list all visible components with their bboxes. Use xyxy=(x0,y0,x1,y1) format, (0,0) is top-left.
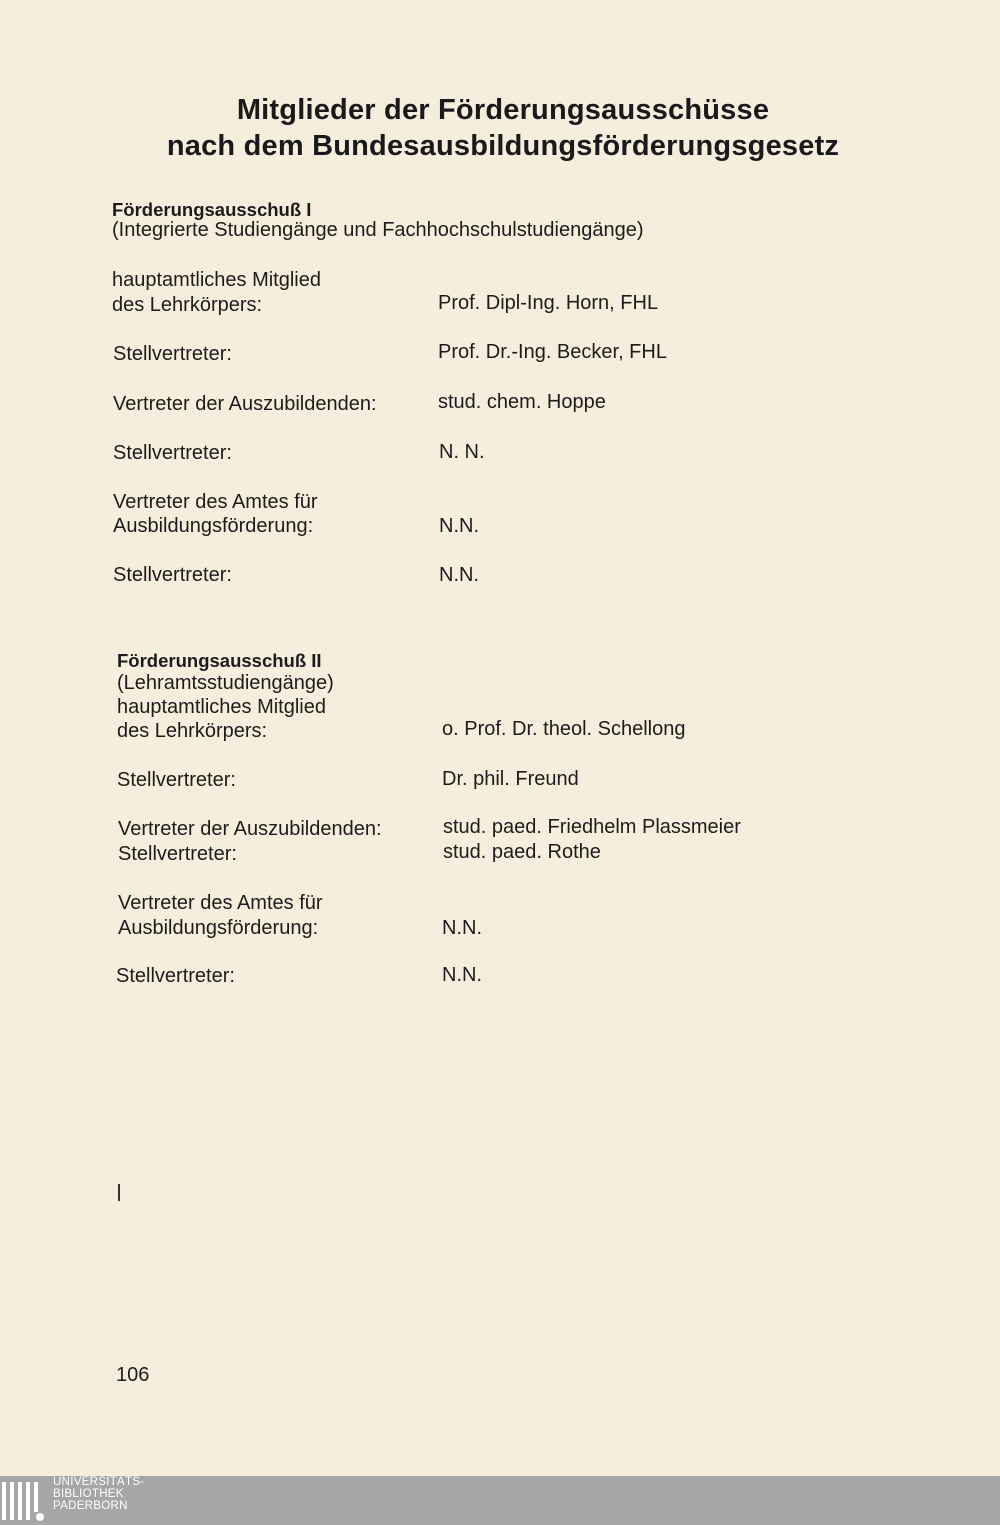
library-name-line-3: PADERBORN xyxy=(53,1500,128,1512)
section1-heading: Förderungsausschuß I xyxy=(112,199,312,220)
section1-value: Prof. Dipl-Ing. Horn, FHL xyxy=(438,292,659,314)
section1-value: N.N. xyxy=(439,564,479,586)
section1-subheading: (Integrierte Studiengänge und Fachhochschulstudiengänge) xyxy=(112,219,644,241)
section1-label: des Lehrkörpers: xyxy=(112,294,263,316)
section2-label: hauptamtliches Mitglied xyxy=(117,696,326,718)
section1-label: Stellvertreter: xyxy=(113,442,232,464)
page-number: 106 xyxy=(116,1364,150,1386)
library-name xyxy=(53,1476,144,1512)
section2-subheading: (Lehramtsstudiengänge) xyxy=(117,672,334,694)
section2-value: N.N. xyxy=(442,964,482,986)
section2-label: Vertreter der Auszubildenden: xyxy=(118,818,382,840)
section1-label: Vertreter des Amtes für xyxy=(113,491,318,513)
section2-value: stud. paed. Rothe xyxy=(443,841,601,863)
library-footer-bar xyxy=(0,1476,1000,1525)
section2-value: stud. paed. Friedhelm Plassmeier xyxy=(443,816,741,838)
page-title-line-2: nach dem Bundesausbildungsförderungsgesetz xyxy=(166,130,840,162)
section2-value: Dr. phil. Freund xyxy=(442,768,579,790)
library-logo-icon xyxy=(2,1480,44,1522)
section1-value: stud. chem. Hoppe xyxy=(438,391,606,413)
section1-value: Prof. Dr.-Ing. Becker, FHL xyxy=(438,341,667,363)
library-name-line-2: BIBLIOTHEK xyxy=(53,1488,124,1500)
section2-value: o. Prof. Dr. theol. Schellong xyxy=(442,718,686,740)
section1-label: Ausbildungsförderung: xyxy=(113,515,314,537)
section1-value: N. N. xyxy=(439,441,485,463)
section2-label: Stellvertreter: xyxy=(117,769,236,791)
section2-label: des Lehrkörpers: xyxy=(117,720,268,742)
section2-heading: Förderungsausschuß II xyxy=(117,650,322,671)
section2-label: Vertreter des Amtes für xyxy=(118,892,323,914)
section2-label: Ausbildungsförderung: xyxy=(118,917,319,939)
section1-label: Vertreter der Auszubildenden: xyxy=(113,393,377,415)
section1-label: Stellvertreter: xyxy=(113,564,232,586)
section1-label: hauptamtliches Mitglied xyxy=(112,269,321,291)
section2-value: N.N. xyxy=(442,917,482,939)
section1-label: Stellvertreter: xyxy=(113,343,232,365)
page-title-line-1: Mitglieder der Förderungsausschüsse xyxy=(236,94,770,126)
margin-mark xyxy=(118,1184,120,1201)
section2-label: Stellvertreter: xyxy=(118,843,237,865)
section2-label: Stellvertreter: xyxy=(116,965,235,987)
library-name-line-1: UNIVERSITÄTS- xyxy=(53,1476,145,1488)
section1-value: N.N. xyxy=(439,515,479,537)
